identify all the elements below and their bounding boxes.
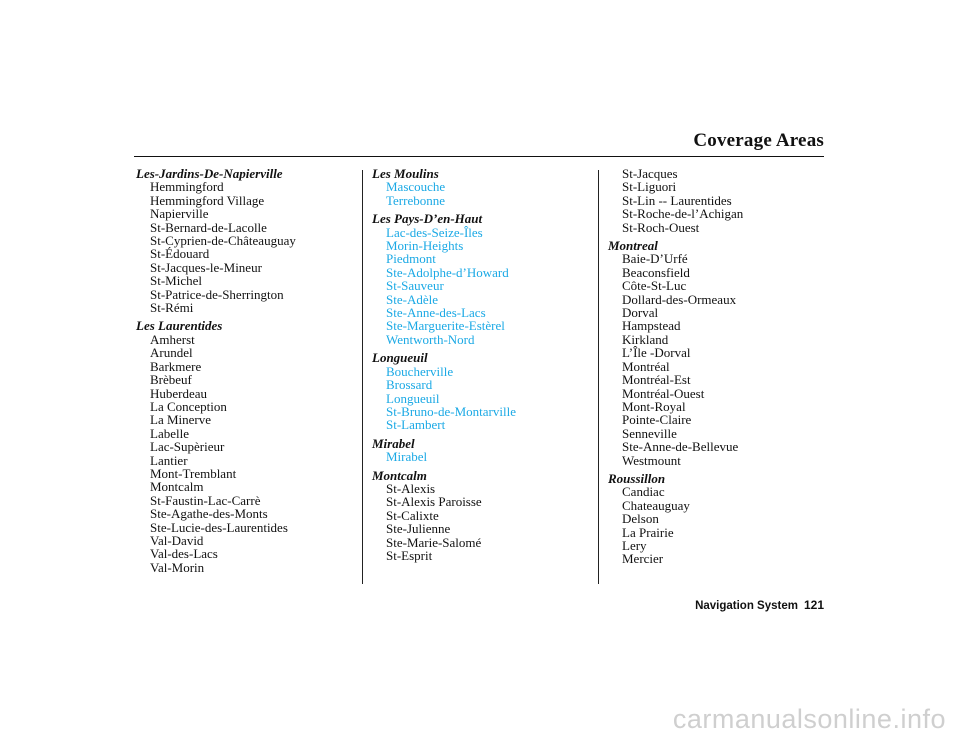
town-link[interactable]: Longueuil <box>386 390 440 406</box>
town-list <box>372 482 592 562</box>
town-link[interactable]: St-Sauveur <box>386 278 444 294</box>
region-heading: Les Laurentides <box>136 318 223 334</box>
town-item: Dollard-des-Ormeaux <box>622 291 737 307</box>
town-list <box>608 252 828 467</box>
column-divider <box>598 170 599 584</box>
town-item: St-Lin -- Laurentides <box>622 192 732 208</box>
town-item: Ste-Marie-Salomé <box>386 534 482 550</box>
town-item: Delson <box>622 511 659 527</box>
town-item: Chateauguay <box>622 497 690 513</box>
town-item: St-Jacques <box>622 166 678 181</box>
town-item: St-Liguori <box>622 179 677 195</box>
region-heading: Les-Jardins-De-Napierville <box>136 166 283 181</box>
town-link[interactable]: Morin-Heights <box>386 238 464 254</box>
town-item: Labelle <box>150 425 189 441</box>
town-item: St-Rémi <box>150 300 194 316</box>
town-item: Dorval <box>622 305 659 321</box>
title-rule <box>134 156 824 157</box>
town-item: Barkmere <box>150 358 202 374</box>
town-item: St-Alexis <box>386 480 436 496</box>
town-list <box>372 365 592 432</box>
town-item: Mercier <box>622 551 664 567</box>
town-item: Kirkland <box>622 331 669 347</box>
town-item: Candiac <box>622 484 665 500</box>
town-item: Montréal-Est <box>622 372 691 388</box>
town-item: Lantier <box>150 452 188 468</box>
town-item: Brèbeuf <box>150 372 192 388</box>
town-item: Lery <box>622 537 647 553</box>
town-link[interactable]: Ste-Anne-des-Lacs <box>386 305 486 321</box>
region-heading: Les Moulins <box>372 166 439 181</box>
town-item: La Prairie <box>622 524 674 540</box>
page-title: Coverage Areas <box>693 130 824 151</box>
town-item: Mont-Royal <box>622 398 686 414</box>
column-divider <box>362 170 363 584</box>
region-heading: Mirabel <box>372 435 415 451</box>
town-list <box>608 485 828 565</box>
town-item: St-Patrice-de-Sherrington <box>150 286 284 302</box>
town-link[interactable]: Ste-Marguerite-Estèrel <box>386 318 505 334</box>
town-item: Beaconsfield <box>622 264 690 280</box>
town-item: Arundel <box>150 345 193 361</box>
town-item: Montcalm <box>150 479 204 495</box>
town-item: St-Roch-Ouest <box>622 219 700 235</box>
town-item: Pointe-Claire <box>622 412 692 428</box>
town-link[interactable]: Boucherville <box>386 363 454 379</box>
town-item: St-Cyprien-de-Châteauguay <box>150 233 296 249</box>
town-list <box>136 333 356 574</box>
town-item: St-Alexis Paroisse <box>386 494 482 510</box>
town-item: St-Esprit <box>386 547 433 563</box>
page-number: 121 <box>803 598 824 612</box>
town-list <box>608 167 828 234</box>
town-item: Hampstead <box>622 318 681 334</box>
town-item: Amherst <box>150 331 195 347</box>
town-list <box>136 180 356 314</box>
town-item: Val-David <box>150 532 204 548</box>
town-list <box>372 226 592 347</box>
town-item: Hemmingford Village <box>150 192 265 208</box>
town-link[interactable]: Ste-Adèle <box>386 291 438 307</box>
town-item: Ste-Anne-de-Bellevue <box>622 439 739 455</box>
column-1 <box>136 167 356 574</box>
town-link[interactable]: Wentworth-Nord <box>386 331 475 347</box>
town-item: Baie-D’Urfé <box>622 251 688 267</box>
town-item: Hemmingford <box>150 179 224 195</box>
town-link[interactable]: Ste-Adolphe-d’Howard <box>386 264 509 280</box>
region-heading: Longueuil <box>372 350 428 366</box>
town-item: St-Calixte <box>386 507 439 523</box>
town-item: La Minerve <box>150 412 212 428</box>
town-link[interactable]: Brossard <box>386 377 433 393</box>
town-link[interactable]: Lac-des-Seize-Îles <box>386 224 483 240</box>
town-link[interactable]: Mirabel <box>386 449 428 465</box>
town-item: Senneville <box>622 425 677 441</box>
town-item: Mont-Tremblant <box>150 465 237 481</box>
town-item: Ste-Agathe-des-Monts <box>150 506 268 522</box>
page-footer <box>695 598 824 612</box>
town-item: Lac-Supèrieur <box>150 439 225 455</box>
town-item: Ste-Lucie-des-Laurentides <box>150 519 288 535</box>
town-link[interactable]: St-Lambert <box>386 417 446 433</box>
town-item: Val-des-Lacs <box>150 546 218 562</box>
town-item: St-Bernard-de-Lacolle <box>150 219 267 235</box>
town-item: St-Faustin-Lac-Carrè <box>150 492 261 508</box>
column-3 <box>608 167 828 566</box>
town-item: La Conception <box>150 398 227 414</box>
region-heading: Les Pays-D’en-Haut <box>372 211 483 227</box>
town-item: Montréal <box>622 358 670 374</box>
town-item: St-Édouard <box>150 246 210 262</box>
town-item: L’Île -Dorval <box>622 345 691 361</box>
town-item: St-Jacques-le-Mineur <box>150 259 262 275</box>
town-list <box>372 450 592 463</box>
town-item: Ste-Julienne <box>386 521 451 537</box>
region-heading: Montreal <box>608 238 658 254</box>
region-heading: Montcalm <box>372 467 427 483</box>
town-item: St-Michel <box>150 273 202 289</box>
town-item: Huberdeau <box>150 385 208 401</box>
watermark: carmanualsonline.info <box>672 704 946 734</box>
town-item: Val-Morin <box>150 559 205 575</box>
town-list <box>372 180 592 207</box>
column-2 <box>372 167 592 562</box>
town-item: Côte-St-Luc <box>622 278 687 294</box>
footer-label: Navigation System <box>695 600 798 612</box>
town-item: St-Roche-de-l’Achigan <box>622 206 744 222</box>
town-link[interactable]: Mascouche <box>386 179 446 195</box>
town-item: Napierville <box>150 206 209 222</box>
town-link[interactable]: St-Bruno-de-Montarville <box>386 403 516 419</box>
region-heading: Roussillon <box>608 470 666 486</box>
town-link[interactable]: Terrebonne <box>386 192 446 208</box>
town-item: Westmount <box>622 452 681 468</box>
town-link[interactable]: Piedmont <box>386 251 436 267</box>
town-item: Montréal-Ouest <box>622 385 705 401</box>
